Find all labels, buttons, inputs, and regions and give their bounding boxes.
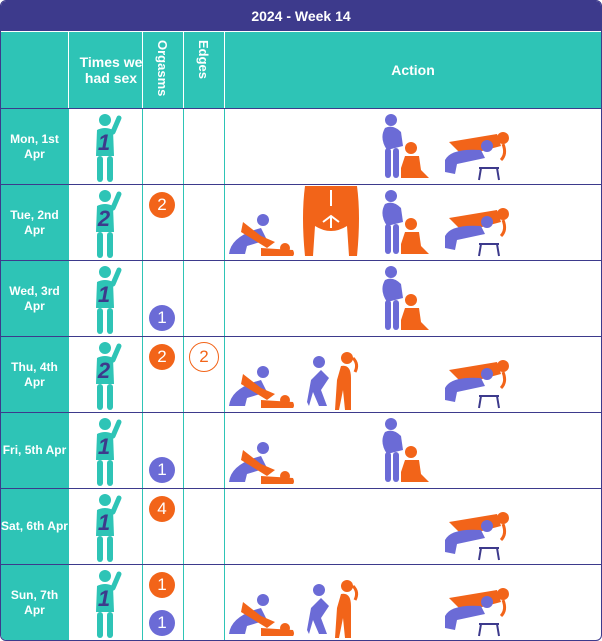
- kneeling-oral-icon: [307, 578, 359, 638]
- kneeling-oral-icon: [307, 350, 359, 410]
- header-action: Action: [225, 32, 601, 108]
- day-label: Wed, 3rd Apr: [1, 261, 68, 336]
- day-label: Sun, 7th Apr: [1, 565, 68, 640]
- row-divider: [1, 564, 601, 565]
- row-divider: [1, 184, 601, 185]
- prone-position-icon: [227, 212, 297, 258]
- svg-text:1: 1: [97, 130, 111, 155]
- column-divider: [68, 108, 69, 640]
- header-edges: Edges: [184, 32, 224, 108]
- chair-position-icon: [441, 352, 511, 410]
- standing-oral-icon: [377, 416, 431, 486]
- times-person-icon: [91, 492, 121, 564]
- times-person-icon: [91, 340, 121, 412]
- svg-text:2: 2: [97, 206, 111, 231]
- header-times: Times we had sex: [69, 32, 153, 108]
- day-label: Tue, 2nd Apr: [1, 185, 68, 260]
- prone-position-icon: [227, 440, 297, 486]
- edge-count-badge: 2: [189, 342, 219, 372]
- orgasm-count-badge: 1: [149, 610, 175, 636]
- header-orgasms: Orgasms: [143, 32, 183, 108]
- chair-position-icon: [441, 504, 511, 562]
- orgasm-count-badge: 1: [149, 572, 175, 598]
- chair-position-icon: [441, 124, 511, 182]
- times-person-icon: [91, 568, 121, 640]
- header-day-corner: [1, 32, 68, 108]
- svg-text:2: 2: [97, 358, 111, 383]
- header-divider: [68, 32, 69, 108]
- day-label: Thu, 4th Apr: [1, 337, 68, 412]
- times-person-icon: [91, 264, 121, 336]
- times-person-icon: [91, 188, 121, 260]
- row-divider: [1, 488, 601, 489]
- svg-text:1: 1: [97, 586, 111, 611]
- times-person-icon: [91, 112, 121, 184]
- day-label: Fri, 5th Apr: [1, 413, 68, 488]
- orgasm-count-badge: 1: [149, 457, 175, 483]
- header-divider: [183, 32, 184, 108]
- chair-position-icon: [441, 200, 511, 258]
- prone-position-icon: [227, 364, 297, 410]
- prone-position-icon: [227, 592, 297, 638]
- orgasm-count-badge: 4: [149, 496, 175, 522]
- header-divider: [224, 32, 225, 108]
- row-divider: [1, 412, 601, 413]
- column-divider: [142, 108, 143, 640]
- day-label: Sat, 6th Apr: [1, 489, 68, 564]
- standing-oral-icon: [377, 188, 431, 258]
- times-person-icon: [91, 416, 121, 488]
- header-divider: [142, 32, 143, 108]
- close-up-icon: [301, 186, 361, 258]
- row-divider: [1, 260, 601, 261]
- svg-text:1: 1: [97, 510, 111, 535]
- column-divider: [224, 108, 225, 640]
- orgasm-count-badge: 1: [149, 305, 175, 331]
- day-label: Mon, 1st Apr: [1, 109, 68, 184]
- row-divider: [1, 336, 601, 337]
- orgasm-count-badge: 2: [149, 192, 175, 218]
- svg-text:1: 1: [97, 282, 111, 307]
- svg-text:1: 1: [97, 434, 111, 459]
- column-divider: [183, 108, 184, 640]
- orgasm-count-badge: 2: [149, 344, 175, 370]
- table-title: 2024 - Week 14: [1, 1, 601, 31]
- standing-oral-icon: [377, 264, 431, 334]
- row-divider: [1, 108, 601, 109]
- standing-oral-icon: [377, 112, 431, 182]
- chair-position-icon: [441, 580, 511, 638]
